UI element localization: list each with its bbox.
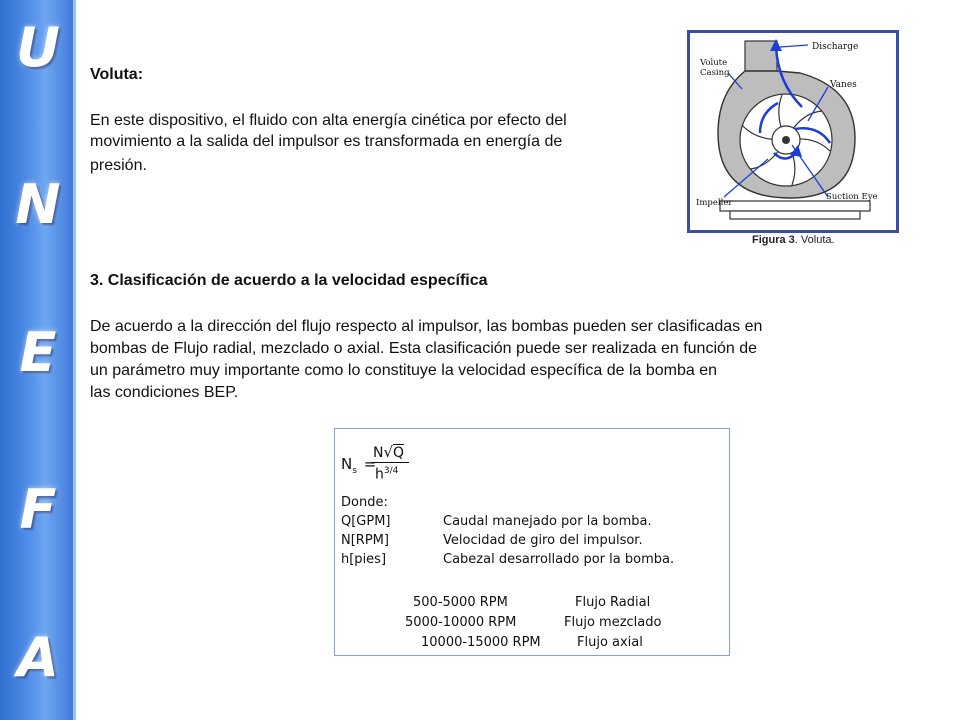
formula-den-h: h — [375, 466, 384, 483]
formula-box — [334, 428, 730, 656]
sidebar-letter-u: U — [16, 16, 60, 79]
formula-ns: N — [341, 455, 353, 473]
sidebar-letter-f: F — [19, 478, 57, 541]
formula-equals: = — [363, 455, 377, 473]
section-heading: 3. Clasificación de acuerdo a la velocidad específica — [90, 272, 488, 289]
formula-den-exp: 3/4 — [383, 466, 399, 476]
sidebar-letter-n: N — [15, 173, 61, 236]
formula-numerator: N√Q — [373, 443, 405, 461]
range-rpm-1: 500-5000 RPM — [413, 595, 508, 610]
range-type-2: Flujo mezclado — [564, 615, 662, 630]
volute-figure — [687, 30, 899, 233]
label-suction-eye: Suction Eye — [826, 192, 878, 202]
sidebar-letter-a: A — [17, 626, 59, 689]
figure-caption-number: Figura 3 — [752, 234, 795, 246]
label-impeller: Impeller — [696, 198, 733, 208]
figure-caption — [752, 234, 835, 246]
var-sym-h: h[pies] — [341, 552, 387, 567]
voluta-line-2: movimiento a la salida del impulsor es transformada en energía de — [90, 133, 563, 150]
formula-lhs — [341, 455, 376, 476]
section-line-4: las condiciones BEP. — [90, 384, 239, 401]
voluta-line-1: En este dispositivo, el fluido con alta energía cinética por efecto del — [90, 112, 567, 129]
fraction-bar — [371, 462, 409, 463]
var-sym-q: Q[GPM] — [341, 514, 391, 529]
voluta-title: Voluta: — [90, 66, 144, 83]
sidebar-letter-e: E — [19, 321, 57, 384]
var-desc-q: Caudal manejado por la bomba. — [443, 514, 652, 529]
formula-ns-sub: s — [352, 466, 357, 476]
formula-num-q: Q — [393, 445, 405, 461]
formula-denominator — [375, 466, 398, 483]
range-type-1: Flujo Radial — [575, 595, 651, 610]
var-desc-h: Cabezal desarrollado por la bomba. — [443, 552, 675, 567]
volute-diagram — [690, 33, 896, 230]
section-line-3: un parámetro muy importante como lo constituye la velocidad específica de la bomba en — [90, 362, 718, 379]
label-volute: Volute — [700, 58, 728, 68]
range-type-3: Flujo axial — [577, 635, 643, 650]
var-desc-n: Velocidad de giro del impulsor. — [443, 533, 643, 548]
label-casing: Casing — [700, 68, 730, 78]
voluta-line-3: presión. — [90, 157, 147, 174]
sidebar-banner — [0, 0, 76, 720]
range-rpm-2: 5000-10000 RPM — [405, 615, 517, 630]
label-discharge: Discharge — [812, 42, 859, 52]
figure-caption-text: . Voluta. — [794, 234, 835, 246]
donde-label: Donde: — [341, 495, 388, 510]
section-line-1: De acuerdo a la dirección del flujo respecto al impulsor, las bombas pueden ser clasificadas en — [90, 318, 763, 335]
label-vanes: Vanes — [830, 80, 857, 90]
section-line-2: bombas de Flujo radial, mezclado o axial. Esta clasificación puede ser realizada en función de — [90, 340, 758, 357]
formula-num-n: N — [373, 445, 384, 461]
var-sym-n: N[RPM] — [341, 533, 389, 548]
range-rpm-3: 10000-15000 RPM — [421, 635, 541, 650]
